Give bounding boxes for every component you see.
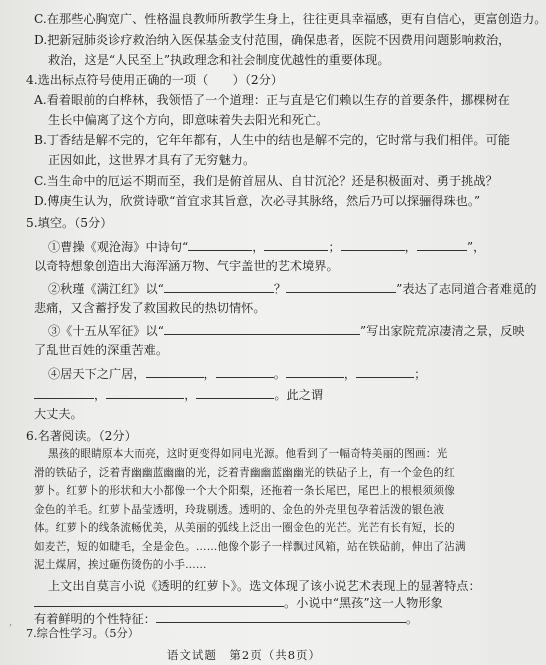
q5-item1-line2: 以奇特想象创造出大海浑涵万物、气宇盖世的艺术境界。 [34,259,339,273]
answer-blank[interactable] [286,281,396,293]
margin-mark: ’ [9,624,12,634]
q5-item3-line2: 了乱世百姓的深重苦难。 [34,343,169,357]
answer-blank[interactable] [106,387,184,399]
q5-item4-line3: 大丈夫。 [34,407,83,421]
q6-question-line2: 。小说中“黑孩”这一人物形象 [34,595,443,610]
answer-blank[interactable] [164,323,360,335]
q6-passage-line2: 滑的铁砧子，泛着青幽幽蓝幽幽的光，泛着青幽幽蓝幽幽光的铁砧子上，有一个金色的红 [34,466,455,479]
q4-option-c: C.当生命中的厄运不期而至，我们是俯首屈从、自甘沉沦？还是积极面对、勇于挑战？ [34,174,498,188]
answer-blank[interactable] [216,366,274,378]
q7-stem: 7.综合性学习。（5分） [26,627,139,640]
q6-passage-line5: 体。红萝卜的线条流畅优美，从美丽的弧线上泛出一圈金色的光芒。光芒有长有短，长的 [34,522,455,534]
q5-item3-line1: ③《十五从军征》以“ ”写出家院荒凉凄清之景，反映 [48,324,525,338]
q5-item4-line1: ④居天下之广居， ， 。 ， ； [48,367,427,381]
answer-blank[interactable] [164,281,274,293]
answer-blank[interactable] [34,387,94,399]
answer-blank[interactable] [188,239,252,251]
q6-stem: 6.名著阅读。（2分） [26,429,137,443]
answer-blank[interactable] [146,366,204,378]
q5-stem: 5.填空。（5分） [26,216,113,230]
q5-item2-line1: ②秋瑾《满江红》以“ ？ ”表达了志同道合者难觅的 [48,282,537,296]
q4-option-d: D.傅庚生认为，欣赏诗歌“首宜求其旨意，次必寻其脉络，然后乃可以探骊得珠也。” [34,194,481,208]
q6-passage-line6: 如麦芒，短的如睫毛，全是金色。……他像个影子一样飘过风箱，站在铁砧前，伸出了沾满 [34,540,466,553]
q4-option-b-line1: B.丁香结是解不完的，它年年都有，人生中的结也是解不完的，它时常与我们相伴。可能 [34,133,510,147]
q5-item1-prefix: ①曹操《观沧海》中诗句“ [48,240,189,254]
q4-option-a-line1: A.看着眼前的白桦林，我领悟了一个道理：正与直是它们赖以生存的首要条件，挪棵树在 [34,93,510,107]
answer-blank[interactable] [264,239,328,251]
q3-option-c: C.在那些心胸宽广、性格温良教师所教学生身上，往往更具幸福感，更有自信心，更富创造力。 [34,12,546,26]
page-footer: 语文试题 第2页（共8页） [166,648,322,662]
q6-passage-line3: 萝卜。红萝卜的形状和大小都像一个大个阳梨，还拖着一条长尾巴，尾巴上的根根须须像 [34,485,455,497]
q5-item1-line1: ①曹操《观沧海》中诗句“ ， ； ， ”， [48,240,486,254]
answer-blank[interactable] [286,366,344,378]
q3-option-d-line1: D.把新冠肺炎诊疗救治纳入医保基金支付范围，确保患者，医院不因费用问题影响救治， [34,33,511,47]
q5-item2-line2: 悲痛，又含蓄抒发了救国救民的热切情怀。 [34,301,266,315]
answer-blank[interactable] [156,611,406,623]
answer-blank[interactable] [341,239,405,251]
answer-blank[interactable] [356,366,414,378]
q6-passage-line7: 泥土煤屑，挨过砸伤烫伤的小手…… [34,559,207,571]
q3-option-d-line2: 救治，这是“人民至上”执政理念和社会制度优越性的重要体现。 [48,53,390,67]
q4-option-b-line2: 正因如此，这世界才具有了无穷魅力。 [48,153,256,167]
answer-blank[interactable] [34,595,284,607]
q6-question-line3: 有着鲜明的个性特征： 。 [34,612,419,626]
q5-item4-line2: ， ， 。此之谓 [34,387,323,402]
q4-option-a-line2: 生长中偏离了这个方向，即意味着失去阳光和死亡。 [48,113,329,127]
answer-blank[interactable] [417,239,467,251]
q6-passage-line4: 金色的羊毛。红萝卜晶莹透明，玲珑剔透。透明的、金色的外壳里包孕着活泼的银色液 [34,503,445,516]
answer-blank[interactable] [196,387,274,399]
q4-stem: 4.选出标点符号使用正确的一项（ ）（2分） [26,73,284,87]
q6-passage-line1: 黑孩的眼睛原本大而亮，这时更变得如同电光源。他看到了一幅奇特美丽的图画：光 [48,448,448,460]
q6-question-line1: 上文出自莫言小说《透明的红萝卜》。选文体现了该小说艺术表现上的显著特点： [48,579,481,593]
